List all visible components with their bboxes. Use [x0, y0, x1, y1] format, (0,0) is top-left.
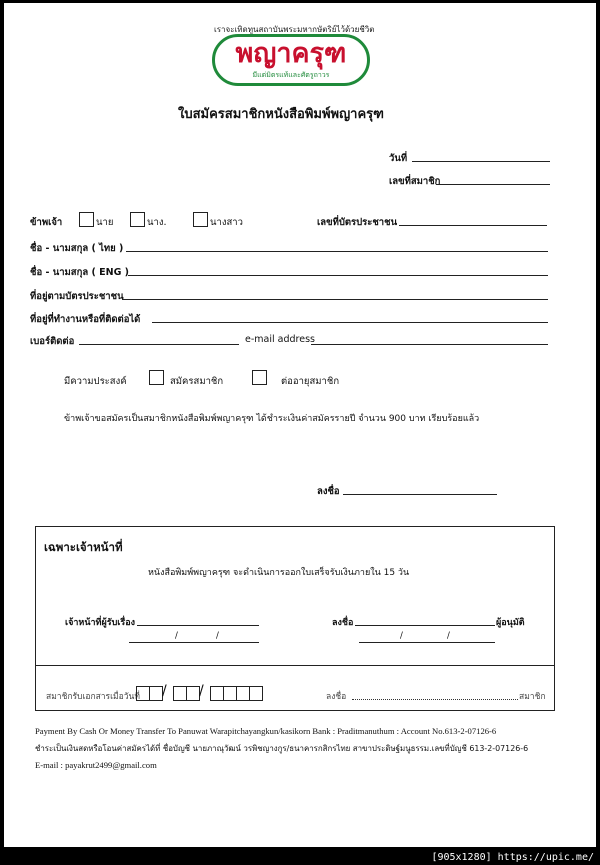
address-id-field[interactable] — [122, 299, 548, 300]
title-miss-label: นางสาว — [210, 217, 243, 228]
signature-label: ลงชื่อ — [317, 486, 340, 497]
name-th-field[interactable] — [126, 251, 548, 252]
title-mr-label: นาย — [96, 217, 114, 228]
member-no-field[interactable] — [436, 184, 550, 185]
address-id-label: ที่อยู่ตามบัตรประชาชน — [30, 291, 124, 302]
id-card-field[interactable] — [399, 225, 547, 226]
name-th-label: ชื่อ - นามสกุล ( ไทย ) — [30, 243, 124, 254]
i-label: ข้าพเจ้า — [30, 217, 63, 228]
date-field[interactable] — [412, 161, 550, 162]
receiver-date-sep-1: / — [175, 631, 178, 641]
date-label: วันที่ — [389, 153, 408, 164]
receiver-date-sep-2: / — [216, 631, 219, 641]
logo-brand: พญาครุฑ — [235, 38, 347, 69]
title-mr-checkbox[interactable] — [79, 212, 94, 227]
receiver-date-field[interactable] — [129, 642, 259, 643]
office-note: หนังสือพิมพ์พญาครุฑ จะดำเนินการออกใบเสร็จรับเงินภายใน 15 วัน — [148, 568, 410, 578]
name-en-field[interactable] — [128, 275, 548, 276]
logo-tagline: เราจะเทิดทูนสถาบันพระมหากษัตริย์ไว้ด้วยชีวิต — [214, 25, 375, 34]
member-no-label: เลขที่สมาชิก — [389, 176, 441, 187]
name-en-label: ชื่อ - นามสกุล ( ENG ) — [30, 267, 130, 278]
logo-slogan: มีแต่มิตรแท้และศัตรูถาวร — [252, 71, 330, 79]
viewer-footer-bar — [0, 847, 600, 865]
purpose-renew-label: ต่ออายุสมาชิก — [281, 376, 340, 387]
purpose-label: มีความประสงค์ — [64, 376, 127, 387]
payment-line-en: Payment By Cash Or Money Transfer To Panuwat Warapitchayangkun/kasikorn Bank : Praditmanuthum : Account No.613-2-07126-6 — [35, 726, 497, 736]
approver-date-sep-1: / — [400, 631, 403, 641]
address-contact-field[interactable] — [152, 322, 548, 323]
docs-month-boxes[interactable] — [173, 686, 199, 705]
docs-year-boxes[interactable] — [210, 686, 262, 705]
payment-email: E-mail : payakrut2499@gmail.com — [35, 760, 157, 770]
declaration-text: ข้าพเจ้าขอสมัครเป็นสมาชิกหนังสือพิมพ์พญาครุฑ ได้ชำระเงินค่าสมัครรายปี จำนวน 900 บาท เรียบร้อยแล้ว — [64, 414, 480, 424]
approver-sign-label: ลงชื่อ — [332, 618, 354, 628]
receiver-label: เจ้าหน้าที่ผู้รับเรื่อง — [65, 618, 136, 628]
signature-field[interactable] — [343, 494, 497, 495]
member-sign-label: ลงชื่อ — [326, 692, 347, 702]
form-title: ใบสมัครสมาชิกหนังสือพิมพ์พญาครุฑ — [178, 107, 384, 122]
docs-date-sep-2: / — [199, 683, 204, 699]
approver-date-field[interactable] — [359, 642, 495, 643]
payment-line-th: ชำระเป็นเงินสดหรือโอนค่าสมัครได้ที่ ชื่อบัญชี นายภาณุวัฒน์ วรพิชญางกูร/ธนาคารกสิกรไทย สาขาประดิษฐ์มนูธรรม.เลขที่บัญชี 613-2-07126-6 — [35, 744, 529, 753]
logo — [212, 34, 370, 86]
purpose-new-label: สมัครสมาชิก — [170, 376, 224, 387]
docs-day-boxes[interactable] — [136, 686, 162, 705]
application-form-page — [4, 3, 596, 847]
id-card-label: เลขที่บัตรประชาชน — [317, 217, 398, 228]
address-contact-label: ที่อยู่ที่ทำงานหรือที่ติดต่อได้ — [30, 314, 141, 325]
title-mrs-checkbox[interactable] — [130, 212, 145, 227]
docs-date-sep-1: / — [162, 683, 167, 699]
docs-received-label: สมาชิกรับเอกสารเมื่อวันที่ — [46, 692, 140, 702]
title-mrs-label: นาง. — [147, 217, 167, 228]
phone-label: เบอร์ติดต่อ — [30, 336, 75, 347]
image-host-watermark: [905x1280] https://upic.me/ — [431, 852, 594, 863]
office-title: เฉพาะเจ้าหน้าที่ — [44, 540, 123, 554]
approver-date-sep-2: / — [447, 631, 450, 641]
member-sign-field[interactable] — [352, 699, 518, 700]
title-miss-checkbox[interactable] — [193, 212, 208, 227]
member-label: สมาชิก — [519, 692, 546, 702]
office-divider — [36, 665, 554, 666]
purpose-new-checkbox[interactable] — [149, 370, 164, 385]
office-only-box — [35, 526, 555, 711]
purpose-renew-checkbox[interactable] — [252, 370, 267, 385]
approver-label: ผู้อนุมัติ — [496, 618, 525, 628]
phone-field[interactable] — [79, 344, 239, 345]
email-field[interactable] — [311, 344, 548, 345]
email-label: e-mail address — [245, 334, 315, 345]
approver-sign-field[interactable] — [355, 625, 495, 626]
receiver-field[interactable] — [137, 625, 259, 626]
